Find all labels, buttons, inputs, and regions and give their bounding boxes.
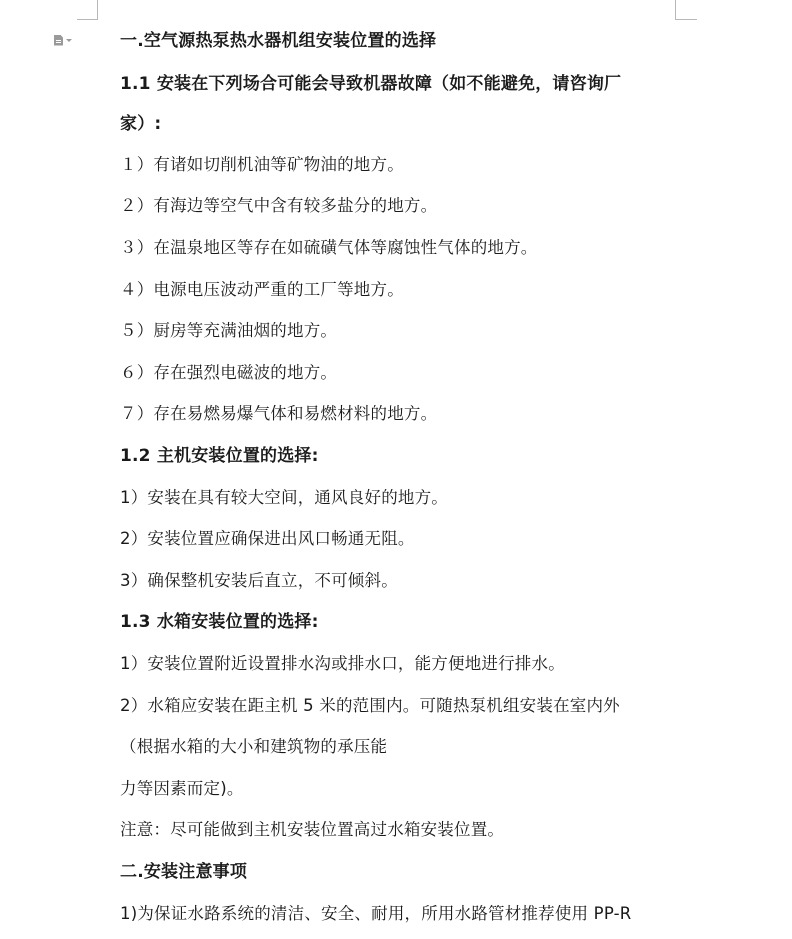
list-item: ５）厨房等充满油烟的地方。: [120, 321, 338, 340]
list-item-cont: （根据水箱的大小和建筑物的承压能: [120, 737, 388, 756]
list-item: ６）存在强烈电磁波的地方。: [120, 363, 338, 382]
list-item: ７）存在易燃易爆气体和易燃材料的地方。: [120, 404, 438, 423]
list-item: ３）在温泉地区等存在如硫磺气体等腐蚀性气体的地方。: [120, 238, 538, 257]
crop-mark-top-right-h: [675, 19, 697, 20]
subheading-1-3: 1.3 水箱安装位置的选择:: [120, 612, 319, 632]
list-item: 1）安装位置附近设置排水沟或排水口，能方便地进行排水。: [120, 654, 565, 673]
list-item: １）有诸如切削机油等矿物油的地方。: [120, 155, 404, 174]
crop-mark-top-left: [97, 0, 98, 20]
list-item: 3）确保整机安装后直立，不可倾斜。: [120, 571, 398, 590]
heading-section-1: 一.空气源热泵热水器机组安装位置的选择: [120, 31, 437, 51]
list-item: ４）电源电压波动严重的工厂等地方。: [120, 280, 404, 299]
note-text: 注意：尽可能做到主机安装位置高过水箱安装位置。: [120, 820, 505, 839]
document-icon: [54, 35, 63, 46]
list-item: 2）水箱应安装在距主机 5 米的范围内。可随热泵机组安装在室内外: [120, 696, 620, 715]
chevron-down-icon: [66, 39, 72, 42]
list-item: 1)为保证水路系统的清洁、安全、耐用，所用水路管材推荐使用 PP-R: [120, 904, 632, 923]
list-item: 1）安装在具有较大空间，通风良好的地方。: [120, 488, 448, 507]
list-item: ２）有海边等空气中含有较多盐分的地方。: [120, 196, 438, 215]
subheading-1-1: 1.1 安装在下列场合可能会导致机器故障（如不能避免，请咨询厂: [120, 74, 622, 94]
paragraph-menu-icon[interactable]: [54, 33, 80, 47]
heading-section-2: 二.安装注意事项: [120, 862, 248, 882]
list-item-cont: 力等因素而定)。: [120, 779, 244, 798]
list-item: 2）安装位置应确保进出风口畅通无阻。: [120, 529, 415, 548]
crop-mark-top-right: [675, 0, 676, 20]
subheading-1-2: 1.2 主机安装位置的选择:: [120, 446, 319, 466]
crop-mark-top-left-h: [77, 19, 98, 20]
subheading-1-1-cont: 家）:: [120, 114, 162, 134]
